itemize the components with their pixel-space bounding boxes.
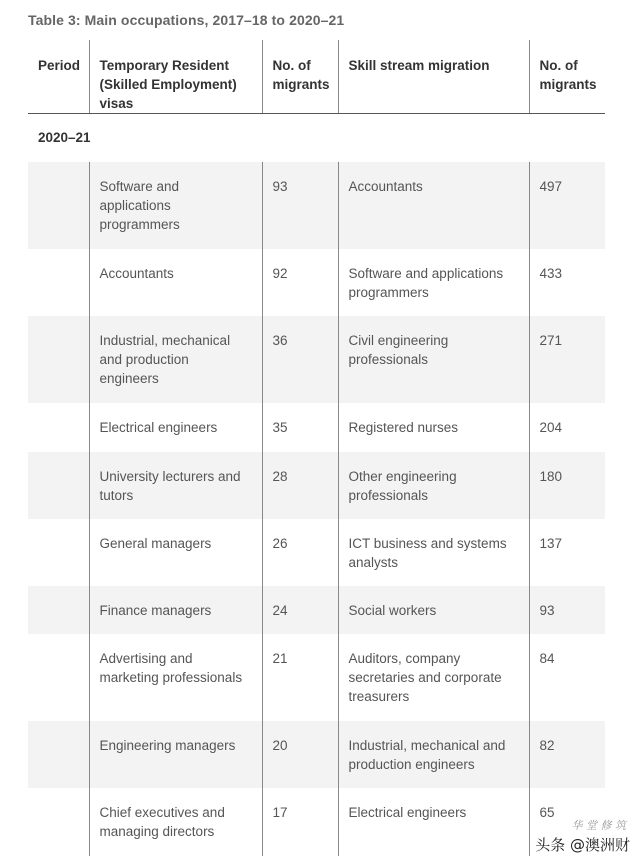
table-caption: Table 3: Main occupations, 2017–18 to 2020–21 [28, 12, 345, 28]
skill-occupation-cell: ICT business and systems analysts [338, 519, 529, 586]
header-temp-resident: Temporary Resident (Skilled Employment) visas [89, 40, 262, 114]
period-cell [28, 519, 89, 586]
skill-occupation-cell: Social workers [338, 586, 529, 634]
occupations-table [28, 40, 605, 856]
temp-occupation-cell: Industrial, mechanical and production engineers [89, 316, 262, 403]
temp-occupation-cell: Advertising and marketing professionals [89, 634, 262, 721]
temp-count-cell: 17 [262, 788, 338, 856]
skill-occupation-cell: Industrial, mechanical and production engineers [338, 721, 529, 788]
temp-count-cell: 26 [262, 519, 338, 586]
header-skill-stream: Skill stream migration [338, 40, 529, 114]
skill-count-cell: 180 [529, 452, 605, 519]
table-row [28, 316, 605, 403]
watermark-text: 头条 @澳洲财 [535, 836, 630, 854]
temp-occupation-cell: Engineering managers [89, 721, 262, 788]
period-cell [28, 162, 89, 249]
temp-occupation-cell: Accountants [89, 249, 262, 316]
period-cell [28, 586, 89, 634]
header-row [28, 40, 605, 114]
temp-count-cell: 35 [262, 403, 338, 452]
skill-count-cell: 93 [529, 586, 605, 634]
temp-count-cell: 92 [262, 249, 338, 316]
skill-count-cell: 204 [529, 403, 605, 452]
table-row [28, 403, 605, 452]
header-no-migrants-2: No. of migrants [529, 40, 605, 114]
skill-occupation-cell: Civil engineering professionals [338, 316, 529, 403]
header-no-migrants-1: No. of migrants [262, 40, 338, 114]
skill-count-cell: 433 [529, 249, 605, 316]
table-row [28, 721, 605, 788]
temp-count-cell: 24 [262, 586, 338, 634]
period-cell [28, 634, 89, 721]
temp-count-cell: 93 [262, 162, 338, 249]
table-row [28, 162, 605, 249]
skill-count-cell: 497 [529, 162, 605, 249]
skill-occupation-cell: Accountants [338, 162, 529, 249]
skill-count-cell: 84 [529, 634, 605, 721]
skill-occupation-cell: Auditors, company secretaries and corporate treasurers [338, 634, 529, 721]
table-row [28, 452, 605, 519]
skill-occupation-cell: Software and applications programmers [338, 249, 529, 316]
temp-occupation-cell: Finance managers [89, 586, 262, 634]
temp-occupation-cell: General managers [89, 519, 262, 586]
period-row [28, 114, 605, 162]
skill-occupation-cell: Electrical engineers [338, 788, 529, 856]
temp-count-cell: 36 [262, 316, 338, 403]
period-cell [28, 721, 89, 788]
table-row [28, 788, 605, 856]
temp-count-cell: 20 [262, 721, 338, 788]
table-row [28, 634, 605, 721]
table-row [28, 586, 605, 634]
skill-occupation-cell: Other engineering professionals [338, 452, 529, 519]
temp-count-cell: 28 [262, 452, 338, 519]
skill-count-cell: 137 [529, 519, 605, 586]
temp-count-cell: 21 [262, 634, 338, 721]
watermark-seal: 华 堂 修 筑 [571, 819, 626, 832]
temp-occupation-cell: Electrical engineers [89, 403, 262, 452]
period-cell [28, 403, 89, 452]
period-cell [28, 788, 89, 856]
skill-count-cell: 271 [529, 316, 605, 403]
header-period: Period [28, 40, 89, 114]
skill-occupation-cell: Registered nurses [338, 403, 529, 452]
period-cell [28, 452, 89, 519]
period-cell [28, 316, 89, 403]
table-row [28, 249, 605, 316]
skill-count-cell: 82 [529, 721, 605, 788]
temp-occupation-cell: Chief executives and managing directors [89, 788, 262, 856]
period-cell [28, 249, 89, 316]
period-label: 2020–21 [38, 130, 91, 145]
skill-count-cell: 65 [529, 788, 605, 856]
table-row [28, 519, 605, 586]
temp-occupation-cell: University lecturers and tutors [89, 452, 262, 519]
temp-occupation-cell: Software and applications programmers [89, 162, 262, 249]
